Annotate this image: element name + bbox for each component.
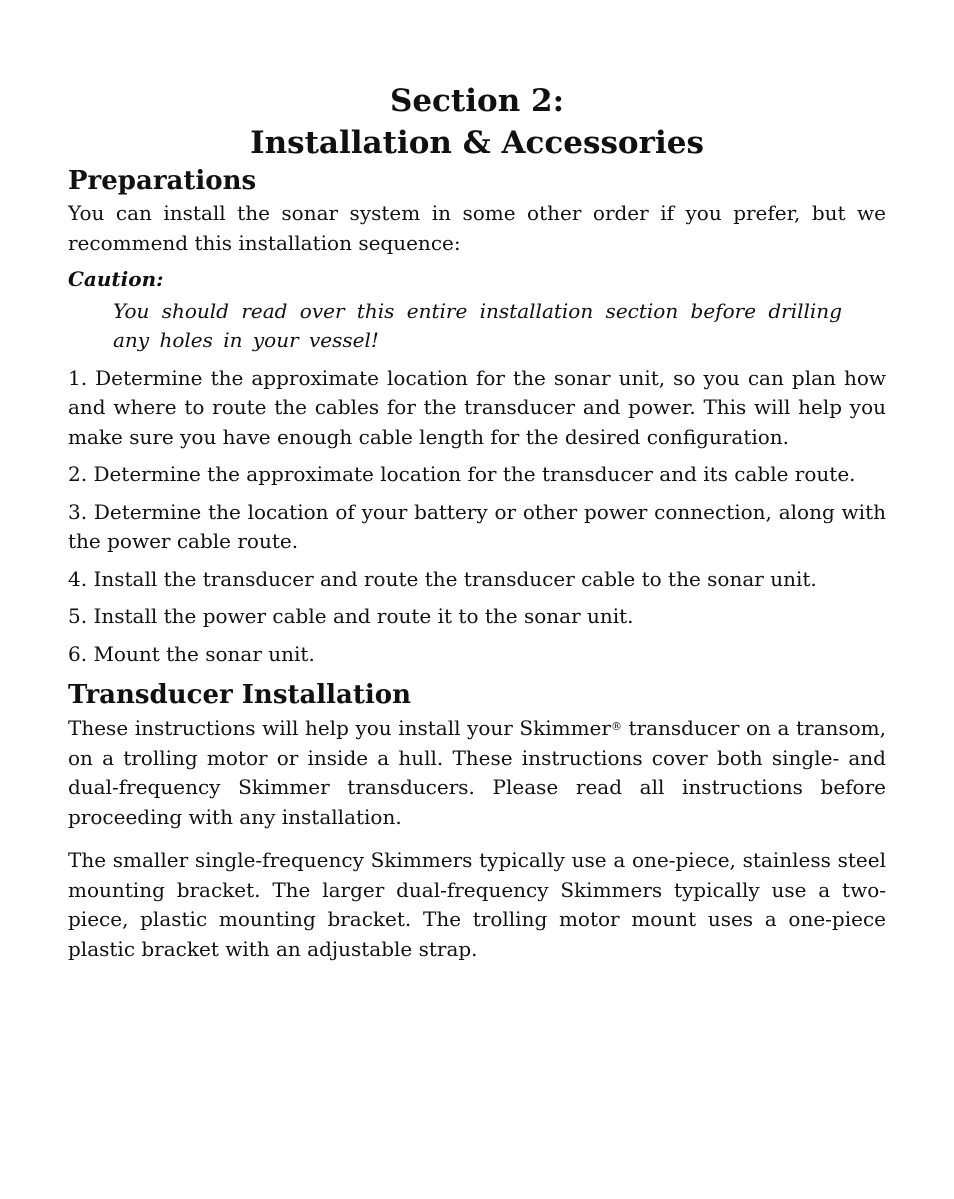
- step-5: 5. Install the power cable and route it to the sonar unit.: [68, 604, 634, 628]
- step-2: 2. Determine the approximate location for the transducer and its cable route.: [68, 462, 856, 486]
- step-3: 3. Determine the location of your battery or other power connection, along with the power cable route.: [68, 499, 886, 553]
- step-6: 6. Mount the sonar unit.: [68, 641, 315, 666]
- step-1: 1. Determine the approximate location for the sonar unit, so you can plan how and where to route the cables for the transducer and power. This will help you make sure you have enough cable length for the desired configuration.: [68, 365, 886, 449]
- section-number: Section 2:: [389, 83, 565, 119]
- transducer-paragraph-1: [68, 714, 886, 832]
- caution-label: Caution:: [68, 267, 164, 291]
- caution-text: You should read over this entire installation section before drilling any holes in your vessel!: [113, 298, 842, 352]
- preparations-intro: You can install the sonar system in some other order if you prefer, but we recommend this installation sequence:: [68, 201, 886, 255]
- step-4: 4. Install the transducer and route the transducer cable to the sonar unit.: [68, 566, 817, 591]
- section-title: [68, 80, 886, 164]
- preparations-heading: Preparations: [68, 166, 257, 196]
- transducer-p1-start: These instructions will help you install your Skimmer: [68, 716, 611, 740]
- registered-mark: ®: [610, 720, 622, 733]
- section-name: Installation & Accessories: [250, 125, 704, 161]
- manual-page: [68, 80, 886, 964]
- transducer-heading: Transducer Installation: [68, 680, 412, 710]
- transducer-p1-end: transducer on a transom, on a trolling motor or inside a hull. These instructions cover both single- and dual-frequency Skimmer transducers. Please read all instructions before proceeding with any installation.: [68, 716, 886, 829]
- transducer-paragraph-2: The smaller single-frequency Skimmers typically use a one-piece, stainless steel mounting bracket. The larger dual-frequency Skimmers typically use a two-piece, plastic mounting bracket. The trolling motor mount uses a one-piece plastic bracket with an adjustable strap.: [68, 848, 886, 961]
